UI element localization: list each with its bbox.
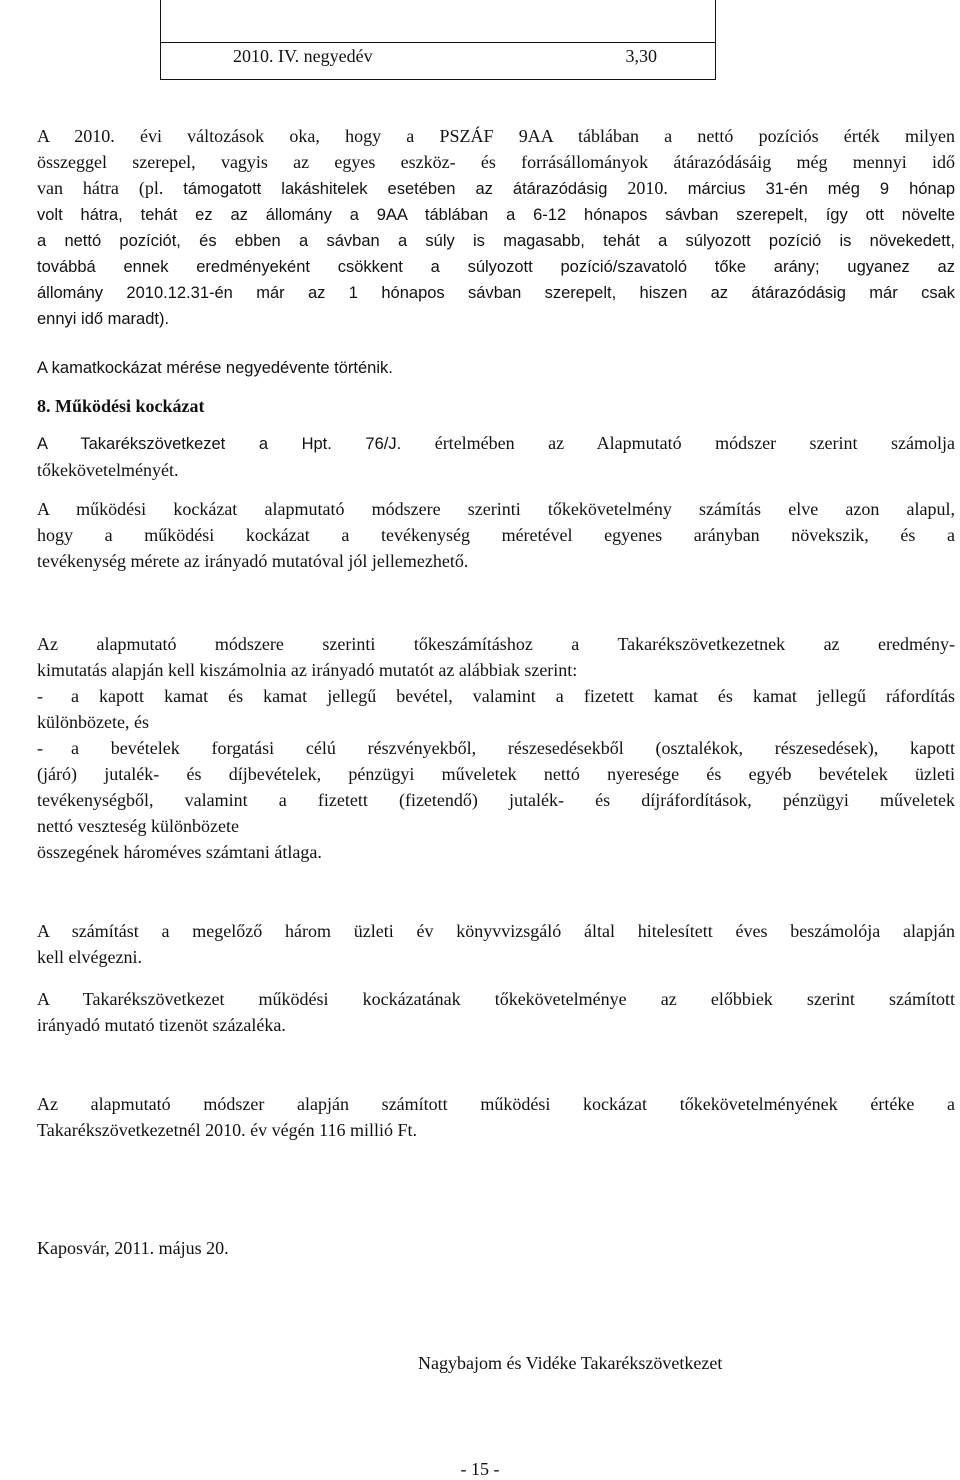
text-line: különbözete, és (37, 712, 149, 732)
list-item (37, 735, 955, 761)
paragraph-capital-value (37, 1091, 955, 1143)
text-line: irányadó mutató tizenöt százaléka. (37, 1015, 286, 1035)
text-line: A számítást a megelőző három üzleti év könyvvizsgáló által hitelesített éves beszámolója alapján (37, 921, 955, 941)
text-run: március 31-én még 9 hónap (687, 180, 956, 198)
paragraph-audit (37, 918, 955, 970)
text-line: nettó veszteség különbözete (37, 816, 239, 836)
paragraph-capital-method (37, 430, 955, 483)
text-line (37, 175, 955, 202)
text-run: támogatott lakáshitelek esetében az átárazódásig (183, 180, 608, 198)
paragraph-indicator-calc (37, 631, 955, 865)
text-line: tőkekövetelményét. (37, 460, 179, 480)
text-run: A Takarékszövetkezet a Hpt. 76/J. (37, 435, 402, 453)
text-line: kimutatás alapján kell kiszámolnia az irányadó mutatót az alábbiak szerint: (37, 660, 578, 680)
text-line (37, 430, 955, 457)
text-line: tevékenység mérete az irányadó mutatóval jól jellemezhető. (37, 551, 469, 571)
paragraph-interest-changes (37, 123, 955, 332)
table-value-cell: 3,30 (625, 46, 657, 66)
text-line: a nettó pozíciót, és ebben a sávban a súly is magasabb, tehát a súlyozott pozíció is növekedett, (37, 232, 955, 250)
text-run: értelmében az Alapmutató módszer szerint számolja (434, 433, 956, 453)
text-line: Az alapmutató módszere szerinti tőkeszámításhoz a Takarékszövetkezetnek az eredmény- (37, 634, 955, 654)
text-line: Takarékszövetkezetnél 2010. év végén 116 millió Ft. (37, 1120, 417, 1140)
table-period-cell: 2010. IV. negyedév (233, 46, 373, 66)
text-line: kell elvégezni. (37, 947, 142, 967)
signature-line: Nagybajom és Vidéke Takarékszövetkezet (418, 1353, 723, 1373)
list-item (37, 683, 955, 709)
text-line: tevékenységből, valamint a fizetett (fizetendő) jutalék- és díjráfordítások, pénzügyi műveletek (37, 790, 955, 810)
table-row (161, 42, 715, 81)
text-line: A 2010. évi változások oka, hogy a PSZÁF 9AA táblában a nettó pozíciós érték milyen (37, 126, 955, 146)
interest-measurement-note: A kamatkockázat mérése negyedévente történik. (37, 359, 393, 377)
paragraph-fifteen-percent (37, 986, 955, 1038)
section-heading: 8. Működési kockázat (37, 396, 205, 416)
text-line: (járó) jutalék- és díjbevételek, pénzügyi műveletek nettó nyeresége és egyéb bevételek üzleti (37, 764, 955, 784)
list-dash: - (37, 686, 43, 706)
text-line: A működési kockázat alapmutató módszere szerinti tőkekövetelmény számítás elve azon alapul, (37, 499, 955, 519)
text-line: Az alapmutató módszer alapján számított működési kockázat tőkekövetelményének értéke a (37, 1094, 955, 1114)
text-line: hogy a működési kockázat a tevékenység méretével egyenes arányban növekszik, és a (37, 525, 955, 545)
place-date: Kaposvár, 2011. május 20. (37, 1238, 229, 1258)
text-run: van hátra (pl. (37, 178, 164, 198)
text-run: a kapott kamat és kamat jellegű bevétel, valamint a fizetett kamat és kamat jellegű ráfordítás (71, 686, 955, 706)
paragraph-basic-indicator (37, 496, 955, 574)
text-run: 2010. (627, 178, 668, 198)
text-line: állomány 2010.12.31-én már az 1 hónapos sávban szerepelt, hiszen az átárazódásig már csak (37, 284, 955, 302)
page-number: - 15 - (460, 1459, 500, 1479)
text-line: továbbá ennek eredményeként csökkent a súlyozott pozíció/szavatoló tőke arány; ugyanez az (37, 258, 955, 276)
text-line: összegének hároméves számtani átlaga. (37, 842, 322, 862)
text-line: volt hátra, tehát ez az állomány a 9AA táblában a 6-12 hónapos sávban szerepelt, így ott növelte (37, 206, 955, 224)
rate-table (160, 0, 716, 80)
list-dash: - (37, 738, 43, 758)
text-line: A Takarékszövetkezet működési kockázatának tőkekövetelménye az előbbiek szerint számított (37, 989, 955, 1009)
text-line: összeggel szerepel, vagyis az egyes eszköz- és forrásállományok átárazódásáig még mennyi idő (37, 152, 955, 172)
text-run: a bevételek forgatási célú részvényekből, részesedésekből (osztalékok, részesedések), kapott (71, 738, 955, 758)
text-line: ennyi idő maradt). (37, 310, 170, 328)
